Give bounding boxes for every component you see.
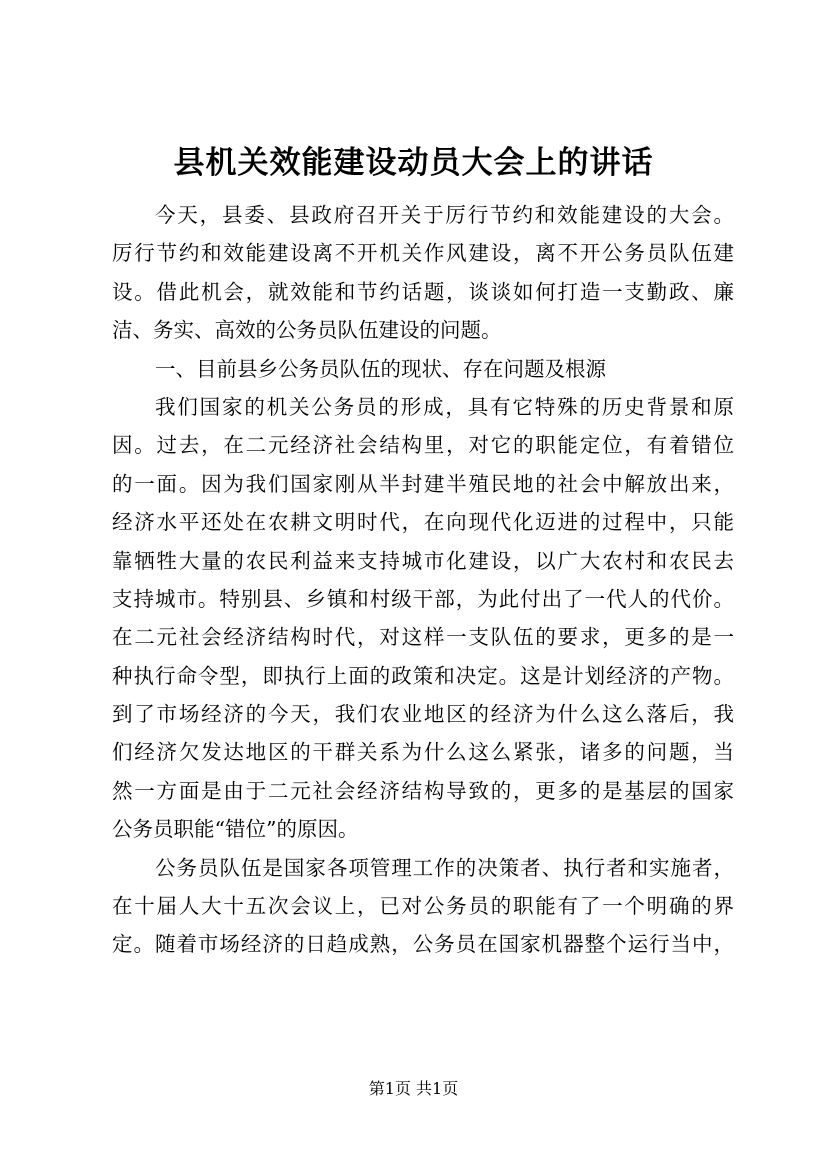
text-line: 支持城市。特别县、乡镇和村级干部，为此付出了一代人的代价。 [112,586,734,611]
text-line: 我们国家的机关公务员的形成，具有它特殊的历史背景和原 [155,394,734,419]
text-line: 厉行节约和效能建设离不开机关作风建设，离不开公务员队伍建 [112,241,734,266]
text-line: 在二元社会经济结构时代，对这样一支队伍的要求，更多的是一 [112,625,734,650]
text-line: 因。过去，在二元经济社会结构里，对它的职能定位，有着错位 [112,433,734,458]
text-line: 设。借此机会，就效能和节约话题，谈谈如何打造一支勤政、廉 [112,279,734,304]
text-line: 今天，县委、县政府召开关于厉行节约和效能建设的大会。 [155,203,734,227]
text-line: 一、目前县乡公务员队伍的现状、存在问题及根源 [155,356,606,381]
text-line: 的一面。因为我们国家刚从半封建半殖民地的社会中解放出来， [112,471,734,496]
text-line: 定。随着市场经济的日趋成熟，公务员在国家机器整个运行当中， [112,932,734,957]
document-body [112,196,734,964]
text-line: 公务员职能“错位”的原因。 [112,817,359,842]
text-line: 到了市场经济的今天，我们农业地区的经济为什么这么落后，我 [112,702,734,727]
text-line: 种执行命令型，即执行上面的政策和决定。这是计划经济的产物。 [112,663,734,688]
page-number-footer: 第1页 共1页 [368,1079,459,1098]
document-title: 县机关效能建设动员大会上的讲话 [173,145,654,181]
text-line: 们经济欠发达地区的干群关系为什么这么紧张，诸多的问题，当 [112,740,734,765]
text-line: 然一方面是由于二元社会经济结构导致的，更多的是基层的国家 [112,778,734,803]
text-line: 在十届人大十五次会议上，已对公务员的职能有了一个明确的界 [112,894,734,919]
text-line: 洁、务实、高效的公务员队伍建设的问题。 [112,318,502,343]
text-line: 靠牺牲大量的农民利益来支持城市化建设，以广大农村和农民去 [112,548,734,573]
text-line: 经济水平还处在农耕文明时代，在向现代化迈进的过程中，只能 [112,510,734,535]
text-line: 公务员队伍是国家各项管理工作的决策者、执行者和实施者， [155,855,734,880]
